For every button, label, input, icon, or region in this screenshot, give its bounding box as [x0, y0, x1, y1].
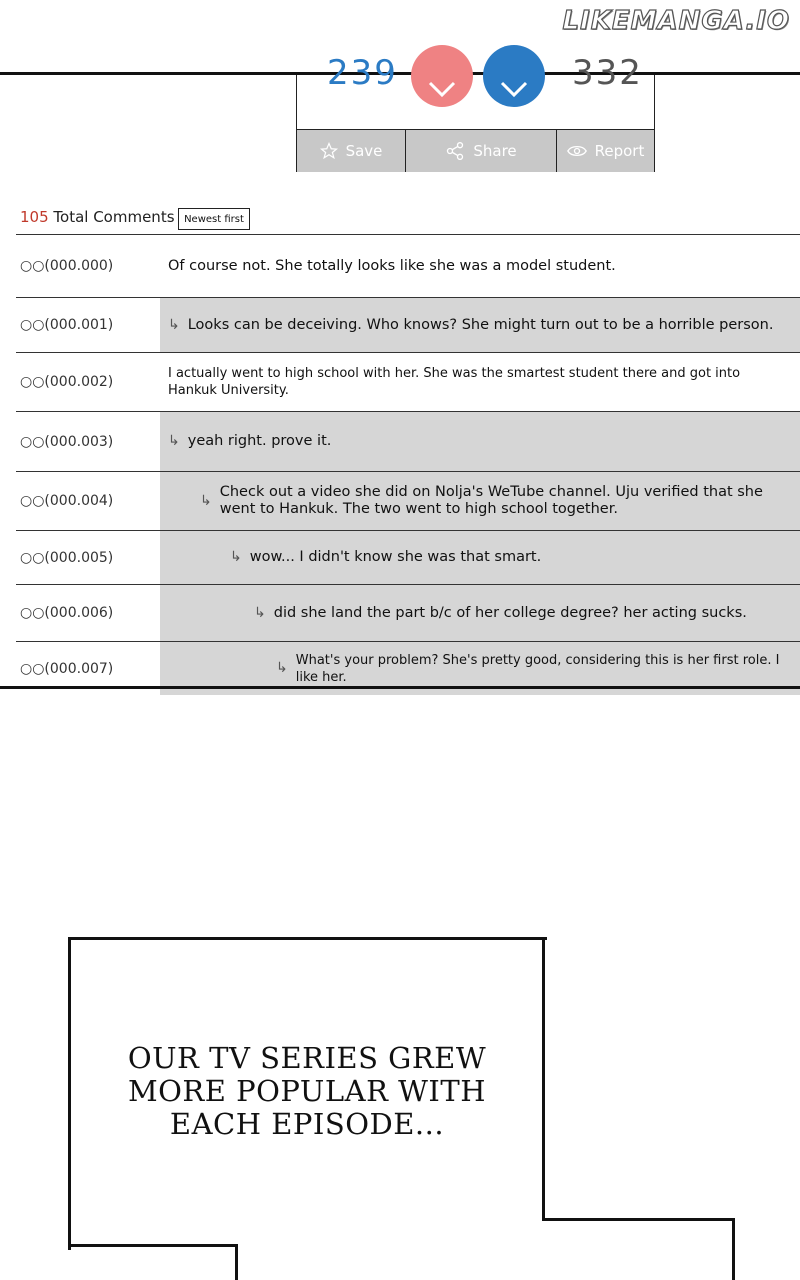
- comments-count: 105: [20, 208, 49, 226]
- comment-user: ○○(000.007): [20, 660, 114, 677]
- panel-border: [68, 1244, 238, 1247]
- comment-text: Of course not. She totally looks like she was a model student.: [168, 257, 616, 274]
- star-icon: [320, 142, 338, 160]
- panel-border: [235, 1244, 238, 1280]
- comment-user: ○○(000.000): [20, 258, 114, 274]
- reply-arrow-icon: ↳: [168, 433, 180, 449]
- comment-text-cell: [160, 412, 800, 471]
- comment-user: ○○(000.003): [20, 433, 114, 450]
- panel-border: [542, 1218, 735, 1221]
- eye-icon: [567, 144, 587, 158]
- share-icon: [445, 141, 465, 161]
- comment-user: ○○(000.006): [20, 605, 114, 621]
- sort-button[interactable]: Newest first: [178, 208, 250, 230]
- panel-border: [732, 1218, 735, 1280]
- comment-row: [16, 353, 800, 412]
- comment-text: yeah right. prove it.: [187, 433, 332, 449]
- action-bar: [297, 129, 654, 172]
- heart-icon: [428, 81, 456, 101]
- panel-border: [542, 937, 545, 1221]
- comment-text: Check out a video she did on Nolja's WeTube channel. Uju verified that she went to Hankuk. The two went to high school together.: [219, 484, 763, 517]
- comment-text: wow... I didn't know she was that smart.: [249, 549, 542, 565]
- comment-text-cell: [160, 235, 800, 297]
- chevron-down-icon: [500, 81, 528, 101]
- comments-total-label: Total Comments: [48, 208, 175, 226]
- reply-arrow-icon: ↳: [200, 492, 212, 509]
- comment-row: [16, 585, 800, 642]
- comment-text-cell: [160, 353, 800, 411]
- comment-row: [16, 298, 800, 353]
- comment-list: [16, 234, 800, 695]
- comment-text-cell: [160, 472, 800, 530]
- comment-text: I actually went to high school with her. She was the smartest student there and got into Hankuk University.: [168, 366, 741, 398]
- comment-text: What's your problem? She's pretty good, considering this is her first role. I like her.: [295, 652, 780, 685]
- report-label: Report: [594, 142, 645, 160]
- comment-user: ○○(000.002): [20, 374, 114, 390]
- comment-row: [16, 412, 800, 472]
- site-watermark: LIKEMANGA.IO: [562, 6, 790, 36]
- comments-total: [20, 208, 175, 226]
- comment-row: [16, 531, 800, 585]
- share-button[interactable]: [406, 130, 557, 172]
- divider-bottom: [0, 686, 800, 689]
- comment-row: [16, 235, 800, 298]
- comment-text-cell: [160, 298, 800, 352]
- comment-text: Looks can be deceiving. Who knows? She might turn out to be a horrible person.: [187, 316, 774, 333]
- narration-text: OUR TV SERIES GREW MORE POPULAR WITH EACH EPISODE...: [127, 1041, 487, 1141]
- reply-arrow-icon: ↳: [230, 549, 242, 565]
- reply-arrow-icon: ↳: [276, 660, 288, 676]
- like-count: 239: [327, 53, 398, 93]
- comment-user: ○○(000.004): [20, 493, 114, 509]
- like-button[interactable]: [411, 45, 473, 107]
- save-button[interactable]: [297, 130, 406, 172]
- vote-card: [296, 53, 655, 172]
- dislike-count: 332: [572, 53, 643, 93]
- reply-arrow-icon: ↳: [168, 316, 180, 333]
- comment-user: ○○(000.001): [20, 317, 114, 333]
- reply-arrow-icon: ↳: [254, 604, 266, 621]
- dislike-button[interactable]: [483, 45, 545, 107]
- report-button[interactable]: [557, 130, 654, 172]
- comment-user: ○○(000.005): [20, 549, 114, 566]
- comment-text-cell: [160, 585, 800, 641]
- share-label: Share: [473, 142, 517, 160]
- comment-text: did she land the part b/c of her college degree? her acting sucks.: [273, 604, 747, 621]
- comment-row: [16, 472, 800, 531]
- save-label: Save: [345, 142, 383, 160]
- comment-text-cell: [160, 531, 800, 584]
